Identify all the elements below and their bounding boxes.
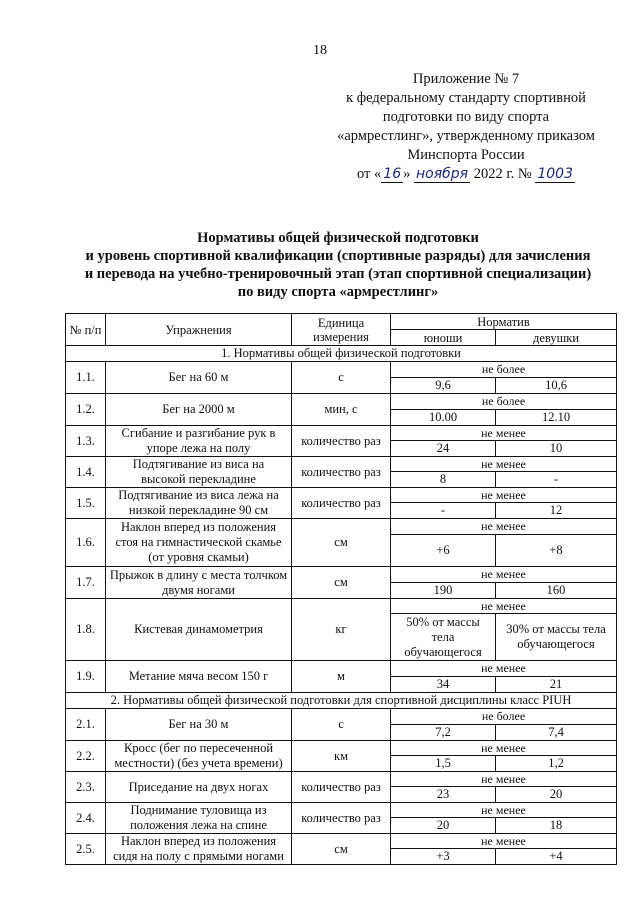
row-girls: 10,6 (496, 378, 617, 394)
row-girls: 1,2 (496, 756, 617, 772)
row-condition: не менее (391, 567, 617, 583)
row-girls: - (496, 472, 617, 488)
row-unit: количество раз (292, 803, 391, 834)
row-condition: не менее (391, 457, 617, 472)
row-num: 2.1. (66, 709, 106, 741)
row-num: 2.5. (66, 834, 106, 865)
row-num: 2.2. (66, 741, 106, 772)
row-condition: не менее (391, 772, 617, 787)
row-boys: +3 (391, 849, 496, 865)
row-exercise: Подтягивание из виса на высокой перекладине (106, 457, 292, 488)
row-num: 1.7. (66, 567, 106, 599)
appendix-line-1: к федеральному стандарту спортивной (346, 90, 586, 106)
row-num: 2.3. (66, 772, 106, 803)
appendix-line-2: подготовки по виду спорта (382, 109, 550, 125)
row-boys: +6 (391, 535, 496, 567)
norms-table (65, 313, 617, 865)
row-num: 1.2. (66, 394, 106, 426)
row-boys: 10.00 (391, 410, 496, 426)
row-exercise: Кистевая динамометрия (106, 599, 292, 661)
row-girls: 12.10 (496, 410, 617, 426)
row-girls: 18 (496, 818, 617, 834)
appendix-block (320, 70, 612, 184)
row-exercise: Наклон вперед из положения сидя на полу с прямыми ногами (106, 834, 292, 865)
row-exercise: Сгибание и разгибание рук в упоре лежа на полу (106, 426, 292, 457)
row-exercise: Прыжок в длину с места толчком двумя ногами (106, 567, 292, 599)
row-boys: 9,6 (391, 378, 496, 394)
row-condition: не более (391, 362, 617, 378)
date-mid: » (403, 166, 411, 182)
row-boys: 34 (391, 677, 496, 693)
row-boys: 23 (391, 787, 496, 803)
row-unit: см (292, 519, 391, 567)
row-unit: количество раз (292, 426, 391, 457)
row-condition: не более (391, 709, 617, 725)
row-condition: не менее (391, 834, 617, 849)
row-condition: не менее (391, 741, 617, 756)
row-girls: 30% от массы тела обучающегося (496, 614, 617, 661)
row-condition: не менее (391, 426, 617, 441)
row-unit: количество раз (292, 772, 391, 803)
row-unit: см (292, 834, 391, 865)
page-number: 18 (313, 43, 327, 58)
row-condition: не менее (391, 519, 617, 535)
header-boys: юноши (391, 330, 496, 346)
date-month: ноября (415, 166, 469, 182)
title-line-1: Нормативы общей физической подготовки (197, 230, 479, 246)
row-num: 1.6. (66, 519, 106, 567)
row-num: 1.4. (66, 457, 106, 488)
row-condition: не менее (391, 661, 617, 677)
row-boys: 50% от массы тела обучающегося (391, 614, 496, 661)
appendix-date-line (320, 165, 612, 184)
row-boys: 7,2 (391, 725, 496, 741)
row-unit: с (292, 709, 391, 741)
row-exercise: Бег на 60 м (106, 362, 292, 394)
row-unit: мин, с (292, 394, 391, 426)
row-girls: 20 (496, 787, 617, 803)
appendix-line-3: «армрестлинг», утвержденному приказом (337, 128, 595, 144)
title-line-3: и перевода на учебно-тренировочный этап (этап спортивной специализации) (84, 266, 592, 282)
row-unit: количество раз (292, 457, 391, 488)
row-condition: не более (391, 394, 617, 410)
row-boys: 24 (391, 441, 496, 457)
row-num: 1.1. (66, 362, 106, 394)
row-exercise: Бег на 2000 м (106, 394, 292, 426)
row-exercise: Приседание на двух ногах (106, 772, 292, 803)
row-num: 2.4. (66, 803, 106, 834)
section-1-title: 1. Нормативы общей физической подготовки (66, 346, 617, 362)
date-year: 2022 г. № (473, 166, 532, 182)
header-unit: Единица измерения (292, 314, 391, 346)
row-boys: 190 (391, 583, 496, 599)
row-boys: 1,5 (391, 756, 496, 772)
row-girls: +8 (496, 535, 617, 567)
section-2-title: 2. Нормативы общей физической подготовки для спортивной дисциплины класс PIUH (66, 693, 617, 709)
row-unit: км (292, 741, 391, 772)
row-girls: +4 (496, 849, 617, 865)
row-exercise: Наклон вперед из положения стоя на гимнастической скамье (от уровня скамьи) (106, 519, 292, 567)
row-girls: 160 (496, 583, 617, 599)
row-num: 1.3. (66, 426, 106, 457)
row-condition: не менее (391, 599, 617, 614)
row-condition: не менее (391, 488, 617, 503)
title-line-2: и уровень спортивной квалификации (спортивные разряды) для зачисления (85, 248, 591, 264)
row-exercise: Бег на 30 м (106, 709, 292, 741)
row-condition: не менее (391, 803, 617, 818)
date-number: 1003 (537, 166, 573, 182)
row-exercise: Подтягивание из виса лежа на низкой перекладине 90 см (106, 488, 292, 519)
row-girls: 10 (496, 441, 617, 457)
date-day: 16 (383, 166, 402, 182)
row-boys: - (391, 503, 496, 519)
row-unit: количество раз (292, 488, 391, 519)
row-num: 1.9. (66, 661, 106, 693)
row-girls: 12 (496, 503, 617, 519)
row-unit: с (292, 362, 391, 394)
row-girls: 7,4 (496, 725, 617, 741)
row-exercise: Поднимание туловища из положения лежа на спине (106, 803, 292, 834)
appendix-title: Приложение № 7 (412, 71, 520, 87)
row-girls: 21 (496, 677, 617, 693)
appendix-line-4: Минспорта России (407, 147, 525, 163)
document-title (60, 229, 616, 301)
row-boys: 20 (391, 818, 496, 834)
row-unit: кг (292, 599, 391, 661)
header-num: № п/п (66, 314, 106, 346)
row-num: 1.5. (66, 488, 106, 519)
row-boys: 8 (391, 472, 496, 488)
header-norm: Норматив (391, 314, 617, 330)
title-line-4: по виду спорта «армрестлинг» (237, 284, 439, 300)
header-girls: девушки (496, 330, 617, 346)
date-prefix: от « (357, 166, 382, 182)
row-num: 1.8. (66, 599, 106, 661)
row-exercise: Кросс (бег по пересеченной местности) (без учета времени) (106, 741, 292, 772)
row-exercise: Метание мяча весом 150 г (106, 661, 292, 693)
row-unit: м (292, 661, 391, 693)
row-unit: см (292, 567, 391, 599)
header-exercise: Упражнения (106, 314, 292, 346)
